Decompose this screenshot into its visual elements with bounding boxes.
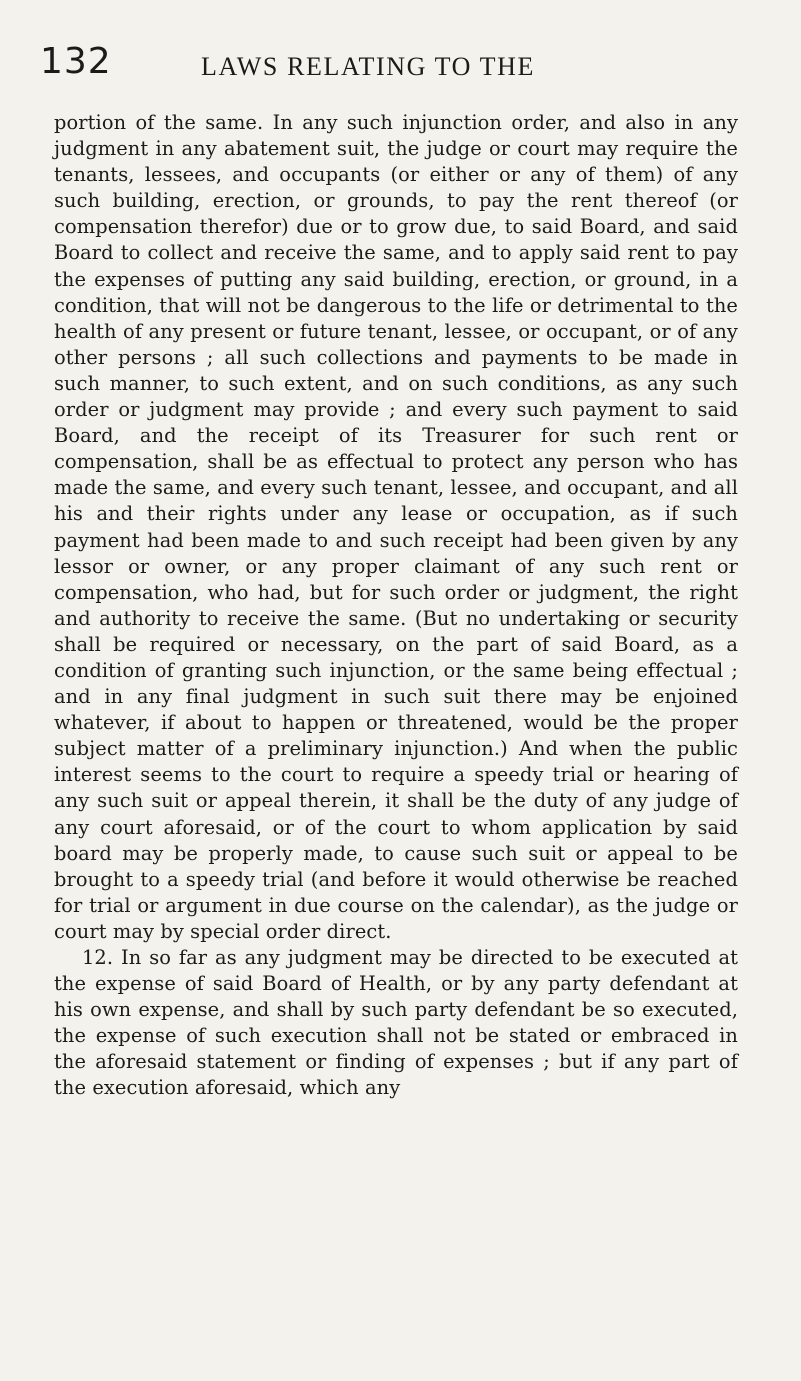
paragraph-continuation: portion of the same. In any such injunction order, and also in any judgment in any abatement suit, the judge or court may require the tenants, lessees, and occupants (or either or any of them) of any such building, erection, or grounds, to pay the rent thereof (or compensation therefor) due or to grow due, to said Board, and said Board to collect and receive the same, and to apply said rent to pay the expenses of putting any said building, erection, or ground, in a condition, that will not be dangerous to the life or detrimental to the health of any present or future tenant, lessee, or occupant, or of any other persons ; all such collections and payments to be made in such manner, to such extent, and on such conditions, as any such order or judgment may provide ; and every such payment to said Board, and the receipt of its Treasurer for such rent or compensation, shall be as effectual to protect any person who has made the same, and every such tenant, lessee, and occupant, and all his and their rights under any lease or occupation, as if such payment had been made to and such receipt had been given by any lessor or owner, or any proper claimant of any such rent or compensation, who had, but for such order or judgment, the right and authority to receive the same. (But no undertaking or security shall be required or necessary, on the part of said Board, as a condition of granting such injunction, or the same being effectual ; and in any final judgment in such suit there may be enjoined whatever, if about to happen or threatened, would be the proper subject matter of a preliminary injunction.) And when the public interest seems to the court to require a speedy trial or hearing of any such suit or appeal therein, it shall be the duty of any judge of any court aforesaid, or of the court to whom application by said board may be properly made, to cause such suit or appeal to be brought to a speedy trial (and before it would otherwise be reached for trial or argument in due course on the calendar), as the judge or court may by special order direct. xyxy=(54,111,738,943)
page-number: 132 xyxy=(40,41,112,82)
paragraph-section-12: 12. In so far as any judgment may be directed to be executed at the expense of said Board of Health, or by any party defendant at his own expense, and shall by such party defendant be so executed, the expense of such execution shall not be stated or embraced in the aforesaid statement or finding of expenses ; but if any part of the execution aforesaid, which any xyxy=(54,946,738,1100)
body-text xyxy=(54,110,738,1102)
page-header xyxy=(40,42,758,92)
running-title: LAWS RELATING TO THE xyxy=(201,52,535,81)
